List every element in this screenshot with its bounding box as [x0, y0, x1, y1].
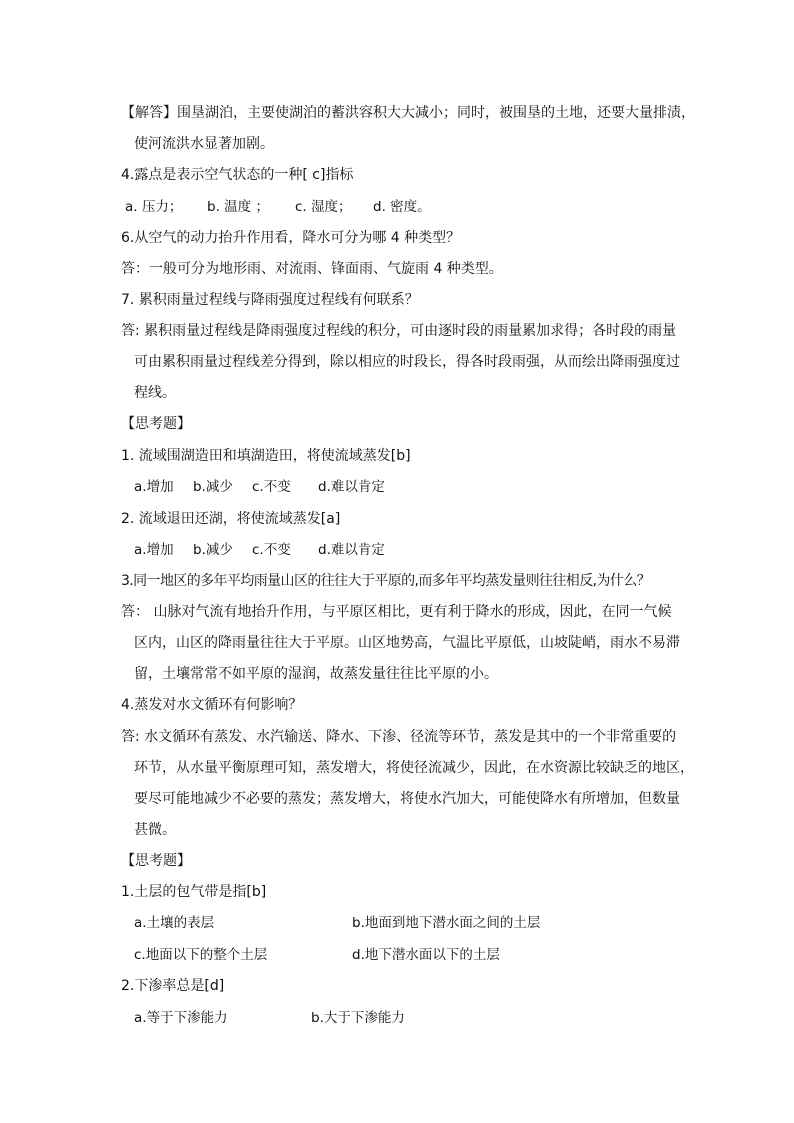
- option-a: a. 压力；: [125, 199, 183, 215]
- option-b: b. 温度 ；: [207, 199, 269, 215]
- option-d: d.难以肯定: [318, 479, 385, 495]
- option-b: b.减少: [193, 542, 233, 558]
- answer-line: 答: 累积雨量过程线是降雨强度过程线的积分，可由逐时段的雨量累加求得；各时段的雨量: [121, 323, 677, 339]
- question-text: 1.土层的包气带是指[b]: [121, 884, 267, 900]
- answer-line: 留，土壤常常不如平原的湿润，故蒸发量往往比平原的小。: [134, 666, 498, 682]
- option-b: b.地面到地下潜水面之间的土层: [352, 915, 541, 931]
- option-c: c. 湿度；: [295, 199, 352, 215]
- option-a: a.等于下渗能力: [134, 1010, 228, 1026]
- question-text: 2.下渗率总是[d]: [121, 978, 225, 994]
- question-text: 7. 累积雨量过程线与降雨强度过程线有何联系？: [121, 292, 419, 308]
- section-heading: 【思考题】: [121, 416, 191, 432]
- option-c: c.地面以下的整个土层: [134, 947, 268, 963]
- answer-line: 程线。: [134, 385, 176, 401]
- answer-line: 答： 山脉对气流有地抬升作用，与平原区相比，更有利于降水的形成，因此，在同一气候: [121, 604, 672, 620]
- option-d: d.地下潜水面以下的土层: [352, 947, 500, 963]
- answer-line: 环节，从水量平衡原理可知，蒸发增大，将使径流减少，因此，在水资源比较缺乏的地区，: [134, 760, 694, 776]
- question-text: 3.同一地区的多年平均雨量山区的往往大于平原的,而多年平均蒸发量则往往相反,为什么？: [121, 573, 651, 589]
- answer-line: 区内，山区的降雨量往往大于平原。山区地势高，气温比平原低，山坡陡峭，雨水不易滞: [134, 635, 680, 651]
- option-b: b.减少: [193, 479, 233, 495]
- option-a: a.土壤的表层: [134, 915, 215, 931]
- section-heading: 【思考题】: [121, 853, 191, 869]
- answer-line: 甚微。: [134, 822, 176, 838]
- question-text: 6.从空气的动力抬升作用看，降水可分为哪 4 种类型？: [121, 230, 461, 246]
- option-c: c.不变: [252, 479, 291, 495]
- answer-line: 【解答】围垦湖泊，主要使湖泊的蓄洪容积大大减小；同时，被围垦的土地，还要大量排渍，: [121, 105, 695, 121]
- option-a: a.增加: [134, 479, 174, 495]
- option-d: d. 密度。: [373, 199, 431, 215]
- answer-line: 要尽可能地减少不必要的蒸发；蒸发增大，将使水汽加大，可能使降水有所增加，但数量: [134, 791, 680, 807]
- answer-line: 使河流洪水显著加剧。: [134, 136, 274, 152]
- answer-text: 答：一般可分为地形雨、对流雨、锋面雨、气旋雨 4 种类型。: [121, 261, 503, 277]
- question-text: 1. 流域围湖造田和填湖造田，将使流域蒸发[b]: [121, 448, 411, 464]
- question-text: 4.蒸发对水文循环有何影响？: [121, 697, 303, 713]
- answer-line: 答: 水文循环有蒸发、水汽输送、降水、下渗、径流等环节，蒸发是其中的一个非常重要的: [121, 729, 677, 745]
- answer-line: 可由累积雨量过程线差分得到，除以相应的时段长，得各时段雨强，从而绘出降雨强度过: [134, 354, 680, 370]
- option-a: a.增加: [134, 542, 174, 558]
- question-text: 4.露点是表示空气状态的一种[ c]指标: [121, 167, 354, 183]
- option-b: b.大于下渗能力: [311, 1010, 405, 1026]
- option-d: d.难以肯定: [318, 542, 385, 558]
- option-c: c.不变: [252, 542, 291, 558]
- question-text: 2. 流域退田还湖，将使流域蒸发[a]: [121, 511, 341, 527]
